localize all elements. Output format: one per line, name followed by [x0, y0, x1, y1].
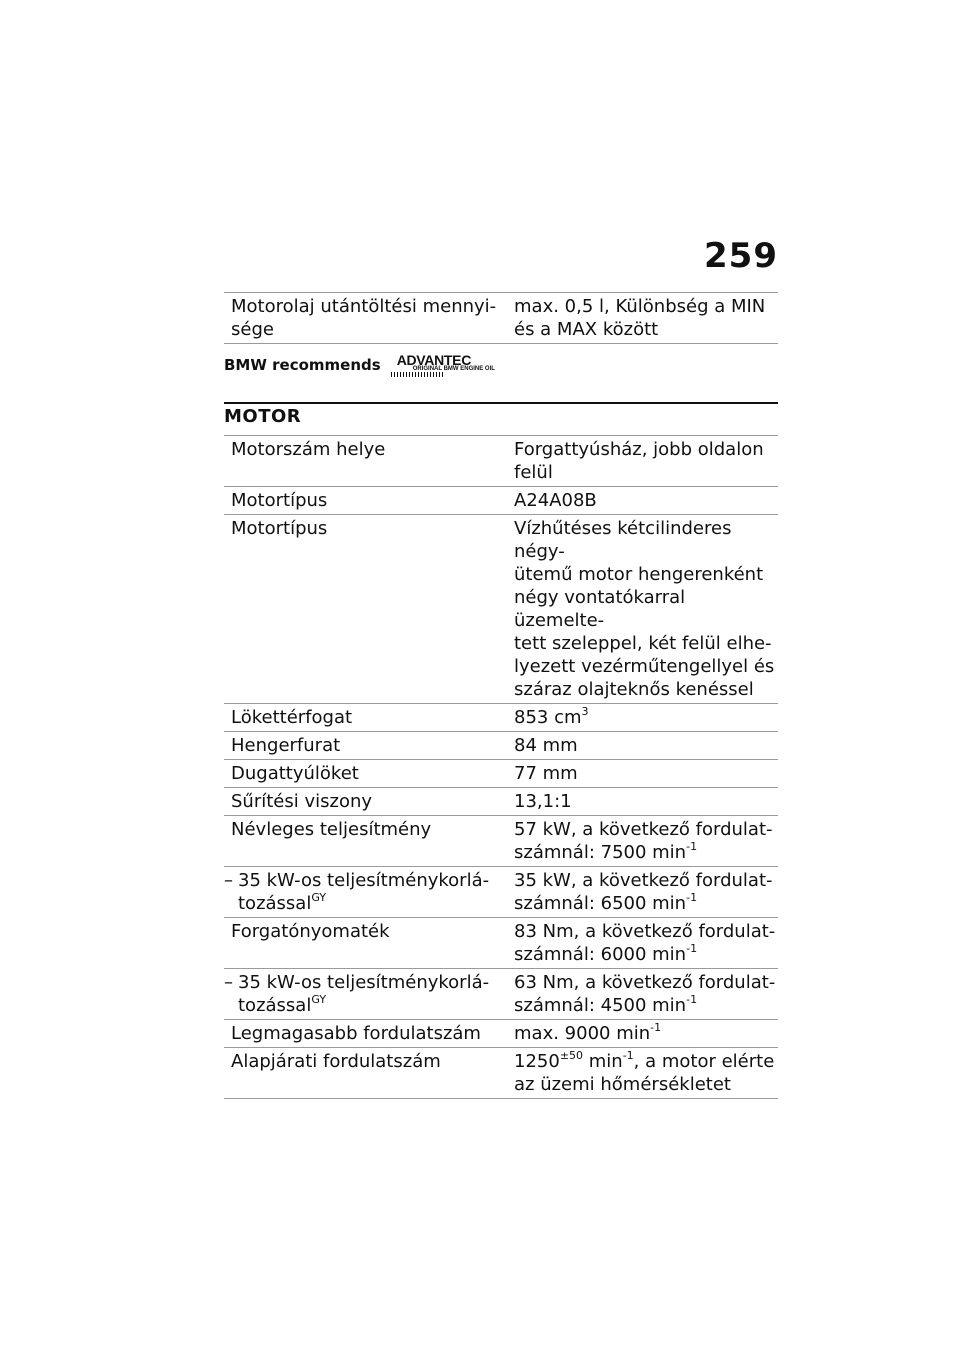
spec-value: 63 Nm, a következő fordulat- számnál: 4500 $\min^{-1}$: [507, 969, 778, 1020]
spec-value: max. 9000 $\min^{-1}$: [507, 1020, 778, 1048]
spec-label: Motortípus: [224, 515, 507, 704]
table-row: [224, 436, 778, 487]
spec-label: – 35 kW-os teljesítménykorlá- tozással$^{GY}$: [224, 969, 507, 1020]
motor-spec-table: [224, 436, 778, 1099]
section-title: MOTOR: [224, 406, 778, 436]
spec-label: Névleges teljesítmény: [224, 816, 507, 867]
superscript: ±50: [559, 1049, 584, 1062]
table-row: [224, 732, 778, 760]
superscript: GY: [311, 993, 327, 1006]
spec-label: Forgatónyomaték: [224, 918, 507, 969]
superscript: -1: [686, 993, 698, 1006]
spec-value: A24A08B: [507, 487, 778, 515]
spec-label: Motorszám helye: [224, 436, 507, 487]
spec-label: Alapjárati fordulatszám: [224, 1048, 507, 1099]
table-row: [224, 1020, 778, 1048]
spec-label: Motortípus: [224, 487, 507, 515]
superscript: -1: [650, 1021, 662, 1034]
bmw-recommends: [224, 352, 778, 382]
superscript: -1: [686, 891, 698, 904]
oil-quantity-label: Motorolaj utántöltési mennyi- sége: [224, 293, 507, 344]
superscript: -1: [686, 942, 698, 955]
spec-label: Hengerfurat: [224, 732, 507, 760]
spec-value: 84 mm: [507, 732, 778, 760]
advantec-logo-brand: ADVANTEC: [396, 352, 472, 368]
spec-value: Vízhűtéses kétcilinderes négy- ütemű motor hengerenként négy vontatókarral üzemelte- tett szeleppel, két felül elhe- lyezett vezérműtengellyel és száraz olajteknős kenéssel: [507, 515, 778, 704]
table-row: [224, 704, 778, 732]
oil-quantity-value: max. 0,5 l, Különbség a MIN és a MAX között: [507, 293, 778, 344]
table-row: [224, 788, 778, 816]
table-row: [224, 1048, 778, 1099]
section-rule: [224, 402, 778, 404]
dash-marker: –: [224, 972, 233, 993]
spec-value: 13,1:1: [507, 788, 778, 816]
advantec-logo: [391, 352, 495, 380]
spec-value: 35 kW, a következő fordulat- számnál: 6500 $\min^{-1}$: [507, 867, 778, 918]
spec-value: $1250^{\pm 50}$ $\min^{-1}$, a motor elérte az üzemi hőmérsékletet: [507, 1048, 778, 1099]
page-number: 259: [704, 236, 778, 276]
table-row: [224, 293, 778, 344]
superscript: 3: [581, 705, 589, 718]
spec-value: Forgattyúsház, jobb oldalon felül: [507, 436, 778, 487]
spec-value: 853 $cm^3$: [507, 704, 778, 732]
table-row: [224, 487, 778, 515]
table-row: [224, 816, 778, 867]
superscript: -1: [622, 1049, 634, 1062]
spec-value: 77 mm: [507, 760, 778, 788]
spec-label: Legmagasabb fordulatszám: [224, 1020, 507, 1048]
table-row: [224, 515, 778, 704]
spec-label: – 35 kW-os teljesítménykorlá- tozással$^{GY}$: [224, 867, 507, 918]
table-row: [224, 760, 778, 788]
advantec-logo-subtitle: ORIGINAL BMW ENGINE OIL: [412, 366, 495, 372]
spec-label: Sűrítési viszony: [224, 788, 507, 816]
table-row: [224, 969, 778, 1020]
recommends-text: BMW recommends: [224, 356, 381, 374]
spec-label: Lökettérfogat: [224, 704, 507, 732]
label-continuation: tozással$^{GY}$: [238, 993, 327, 1016]
spec-content: [224, 292, 778, 1099]
spec-value: 57 kW, a következő fordulat- számnál: 7500 $\min^{-1}$: [507, 816, 778, 867]
superscript: -1: [686, 840, 698, 853]
label-continuation: tozással$^{GY}$: [238, 891, 327, 914]
table-row: [224, 867, 778, 918]
superscript: GY: [311, 891, 327, 904]
advantec-logo-bars: [391, 372, 445, 377]
table-row: [224, 918, 778, 969]
oil-quantity-table: [224, 292, 778, 344]
spec-value: 83 Nm, a következő fordulat- számnál: 6000 $\min^{-1}$: [507, 918, 778, 969]
spec-label: Dugattyúlöket: [224, 760, 507, 788]
dash-marker: –: [224, 870, 233, 891]
